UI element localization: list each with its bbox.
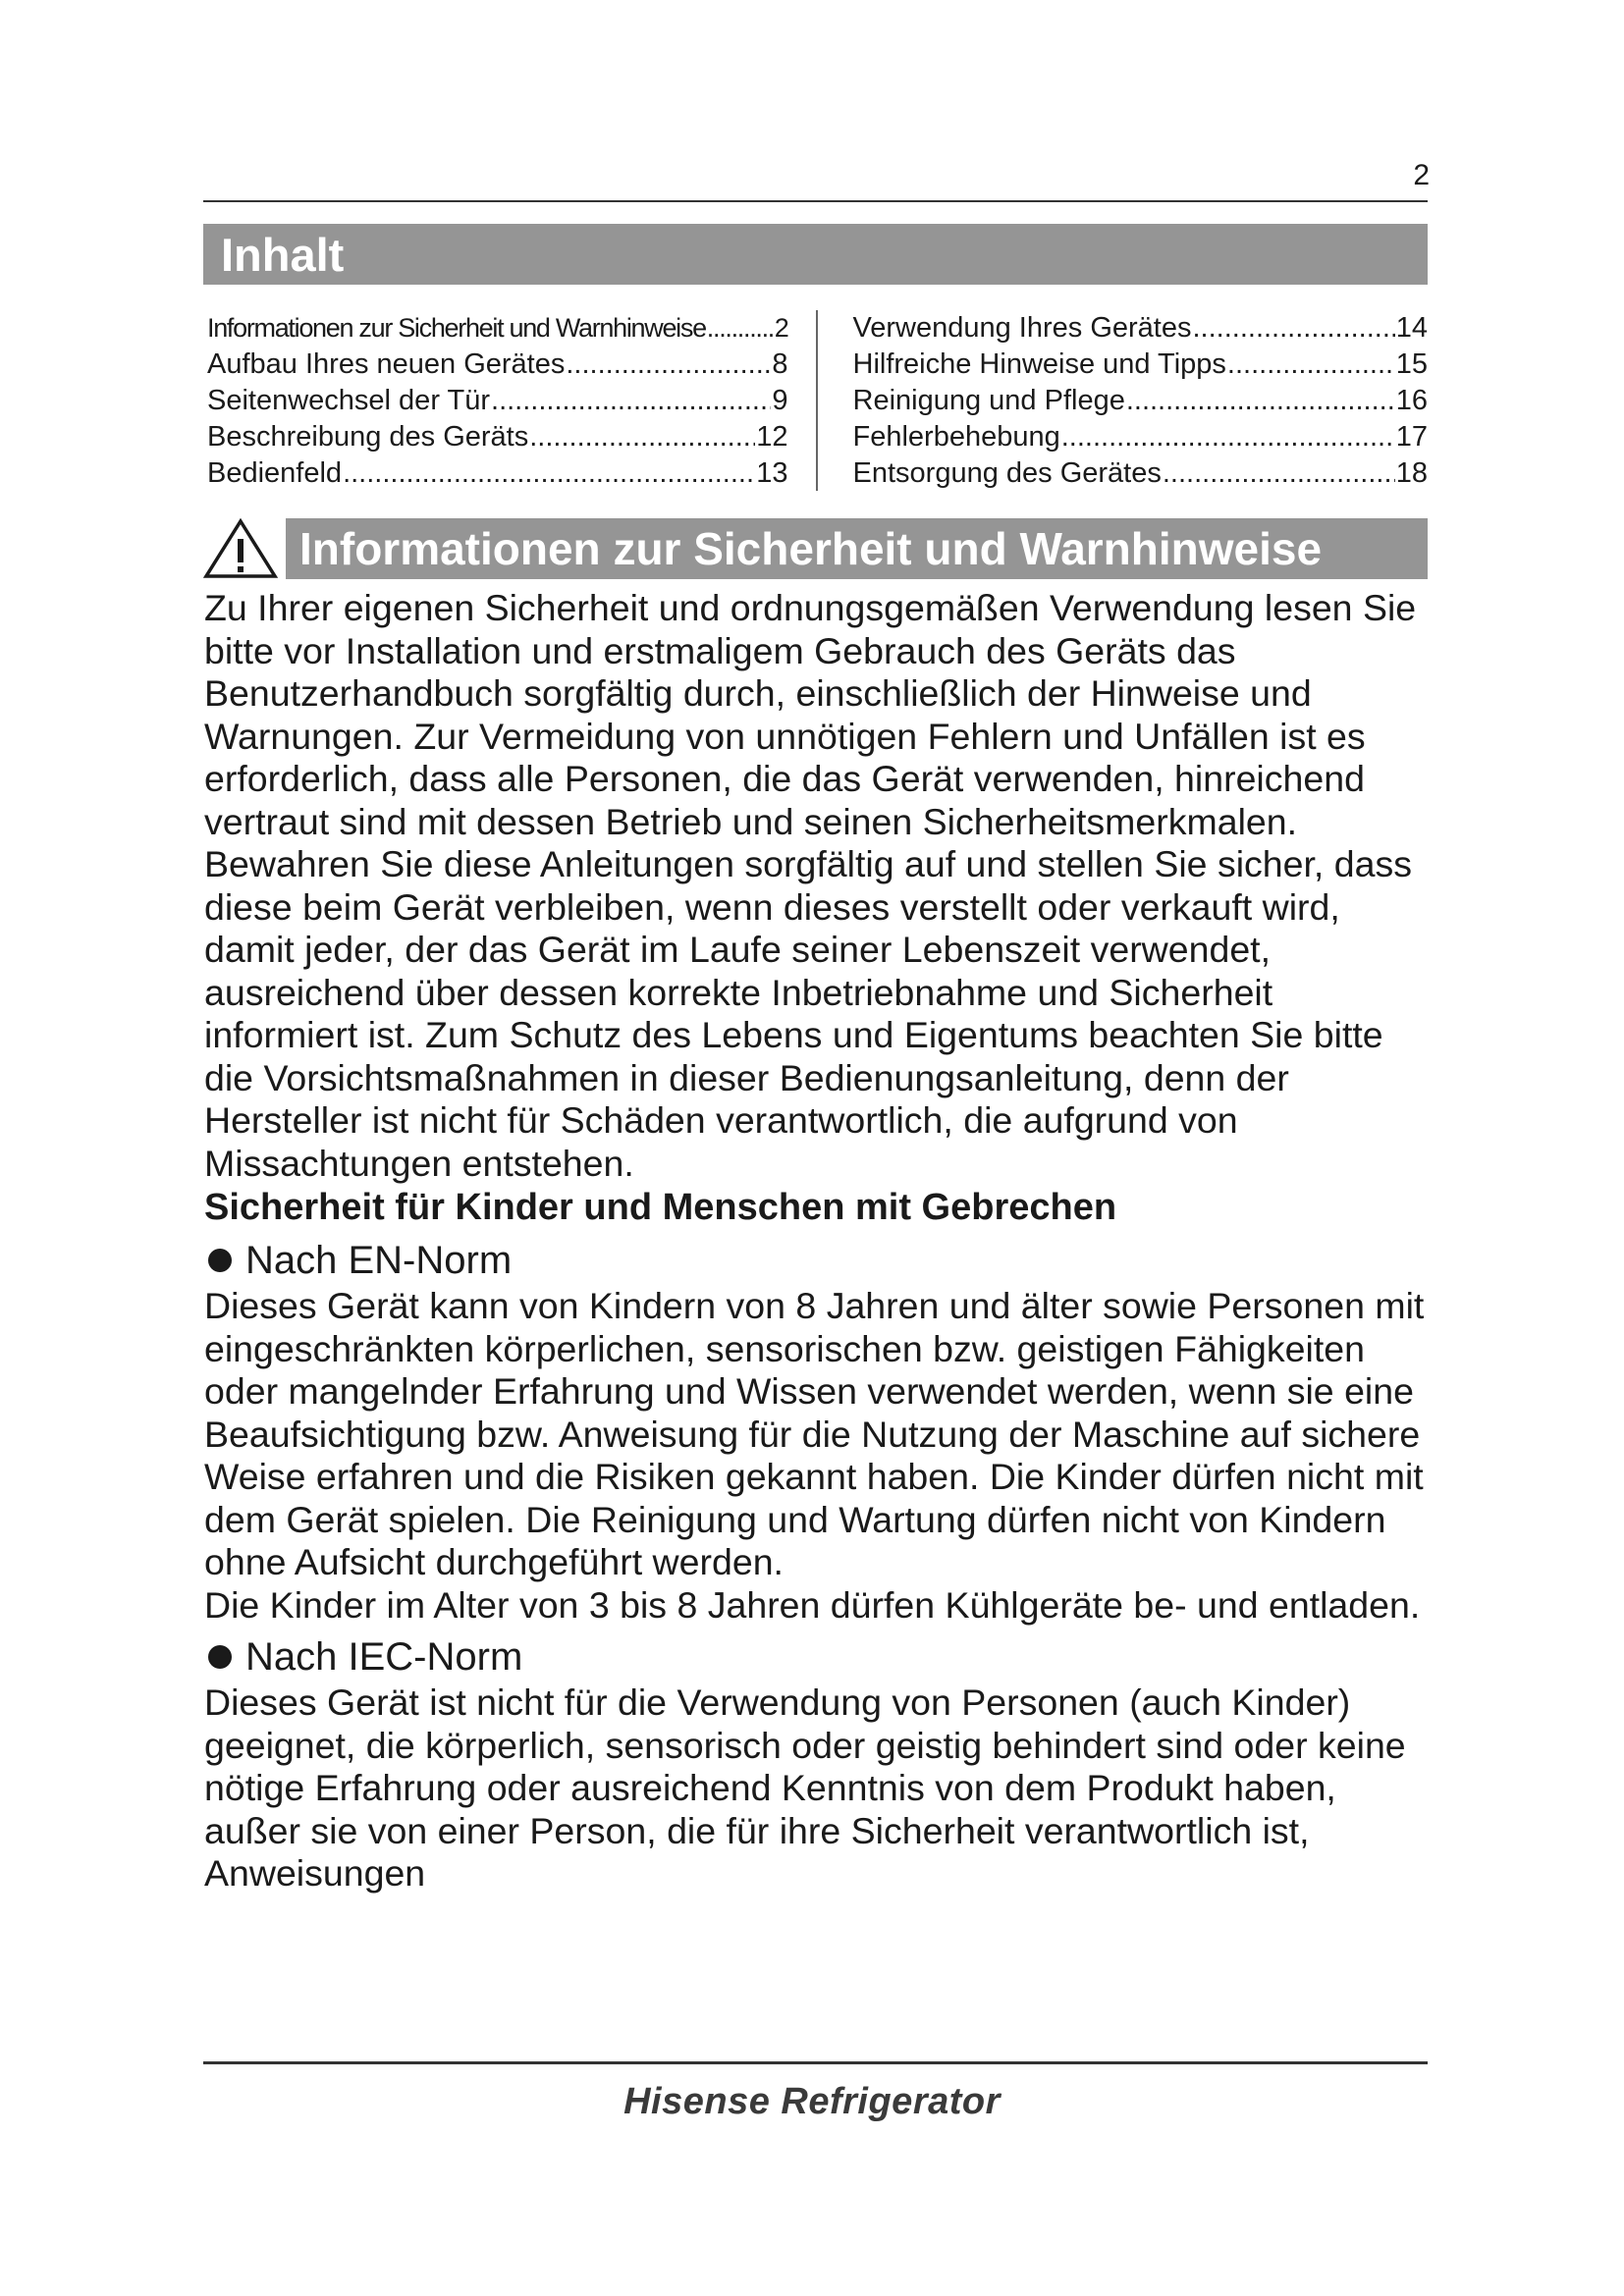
bullet-icon: [208, 1645, 232, 1669]
toc-right-column: [818, 310, 1429, 491]
safety-heading-bar: [286, 518, 1428, 579]
toc-dots: [491, 383, 771, 419]
toc-dots: [566, 347, 771, 383]
toc-entry[interactable]: [207, 347, 788, 383]
toc-entry[interactable]: [853, 455, 1429, 492]
iec-norm-heading: [204, 1632, 1433, 1682]
toc-page: 8: [772, 348, 788, 380]
toc-dots: [1227, 347, 1395, 383]
toc-left-column: [207, 310, 818, 491]
iec-norm-paragraph: Dieses Gerät ist nicht für die Verwendung von Personen (auch Kinder) geeignet, die körperlich, sensorisch oder geistig behindert sind oder keine nötige Erfahrung oder ausreichend Kenntnis von dem Produkt haben, außer sie von einer Person, die für ihre Sicherheit verantwortlich ist, Anweisungen: [204, 1682, 1406, 1894]
toc-entry[interactable]: [853, 347, 1429, 383]
intro-paragraph: Zu Ihrer eigenen Sicherheit und ordnungsgemäßen Verwendung lesen Sie bitte vor Installation und erstmaligem Gebrauch des Geräts das Benutzerhandbuch sorgfältig durch, einschließlich der Hinweise und Warnungen. Zur Vermeidung von unnötigen Fehlern und Unfällen ist es erforderlich, dass alle Personen, die das Gerät verwenden, hinreichend vertraut sind mit dessen Betrieb und seinen Sicherheitsmerkmalen. Bewahren Sie diese Anleitungen sorgfältig auf und stellen Sie sicher, dass diese beim Gerät verbleiben, wenn dieses verstellt oder verkauft wird, damit jeder, der das Gerät im Laufe seiner Lebenszeit verwendet, ausreichend über dessen korrekte Inbetriebnahme und Sicherheit informiert ist. Zum Schutz des Lebens und Eigentums beachten Sie bitte die Vorsichtsmaßnahmen in dieser Bedienungsanleitung, denn der Hersteller ist nicht für Schäden verantwortlich, die aufgrund von Missachtungen entstehen.: [204, 587, 1417, 1184]
en-norm-heading: [204, 1236, 1433, 1285]
toc-dots: [1163, 455, 1395, 492]
header-rule: [203, 200, 1428, 202]
toc-label: Fehlerbehebung: [852, 421, 1060, 453]
iec-norm-label: Nach IEC-Norm: [245, 1635, 523, 1679]
table-of-contents: [207, 310, 1428, 491]
toc-page: 17: [1395, 421, 1428, 453]
toc-dots: [1061, 419, 1395, 455]
toc-label: Hilfreiche Hinweise und Tipps: [852, 348, 1226, 380]
toc-label: Aufbau Ihres neuen Gerätes: [207, 348, 566, 380]
toc-page: 18: [1395, 457, 1428, 489]
toc-entry[interactable]: [853, 310, 1429, 347]
toc-dots: [707, 310, 774, 347]
toc-dots: [1192, 310, 1394, 347]
toc-page: 13: [756, 457, 788, 489]
footer-brand: Hisense Refrigerator: [623, 2081, 1001, 2122]
toc-entry[interactable]: [853, 419, 1429, 455]
toc-entry[interactable]: [207, 419, 788, 455]
safety-body: [204, 587, 1433, 1896]
inhalt-heading-bar: [203, 224, 1428, 285]
toc-page: 12: [756, 421, 788, 453]
toc-page: 16: [1395, 385, 1428, 416]
inhalt-title: Inhalt: [221, 228, 345, 281]
safety-section-header: [203, 518, 1428, 579]
toc-entry[interactable]: [207, 383, 788, 419]
toc-label: Beschreibung des Geräts: [207, 421, 529, 453]
safety-title: Informationen zur Sicherheit und Warnhinweise: [299, 523, 1323, 574]
toc-dots: [343, 455, 755, 492]
en-norm-paragraph-2: Die Kinder im Alter von 3 bis 8 Jahren dürfen Kühlgeräte be- und entladen.: [204, 1583, 1421, 1626]
toc-label: Informationen zur Sicherheit und Warnhinweise: [207, 313, 706, 343]
toc-label: Seitenwechsel der Tür: [207, 385, 491, 416]
footer-rule: [203, 2061, 1428, 2064]
en-norm-paragraph: Dieses Gerät kann von Kindern von 8 Jahren und älter sowie Personen mit eingeschränkten körperlichen, sensorischen bzw. geistigen Fähigkeiten oder mangelnder Erfahrung und Wissen verwendet werden, wenn sie eine Beaufsichtigung bzw. Anweisung für die Nutzung der Maschine auf sichere Weise erfahren und die Risiken gekannt haben. Die Kinder dürfen nicht mit dem Gerät spielen. Die Reinigung und Wartung dürfen nicht von Kindern ohne Aufsicht durchgeführt werden.: [204, 1285, 1425, 1582]
toc-label: Entsorgung des Gerätes: [852, 457, 1162, 489]
toc-page: 15: [1395, 348, 1428, 380]
toc-page: 14: [1395, 312, 1428, 344]
toc-label: Reinigung und Pflege: [852, 385, 1125, 416]
children-safety-subheading: Sicherheit für Kinder und Menschen mit Gebrechen: [204, 1187, 1117, 1228]
page-number: 2: [1413, 159, 1430, 191]
toc-entry[interactable]: [207, 455, 788, 492]
toc-entry[interactable]: [853, 383, 1429, 419]
toc-page: 9: [772, 385, 788, 416]
toc-dots: [529, 419, 755, 455]
toc-label: Verwendung Ihres Gerätes: [852, 312, 1192, 344]
toc-label: Bedienfeld: [207, 457, 343, 489]
warning-triangle-icon: [203, 518, 286, 579]
toc-entry[interactable]: [207, 310, 788, 347]
bullet-icon: [208, 1249, 232, 1272]
toc-dots: [1126, 383, 1395, 419]
toc-page: 2: [774, 313, 788, 343]
en-norm-label: Nach EN-Norm: [245, 1239, 513, 1282]
